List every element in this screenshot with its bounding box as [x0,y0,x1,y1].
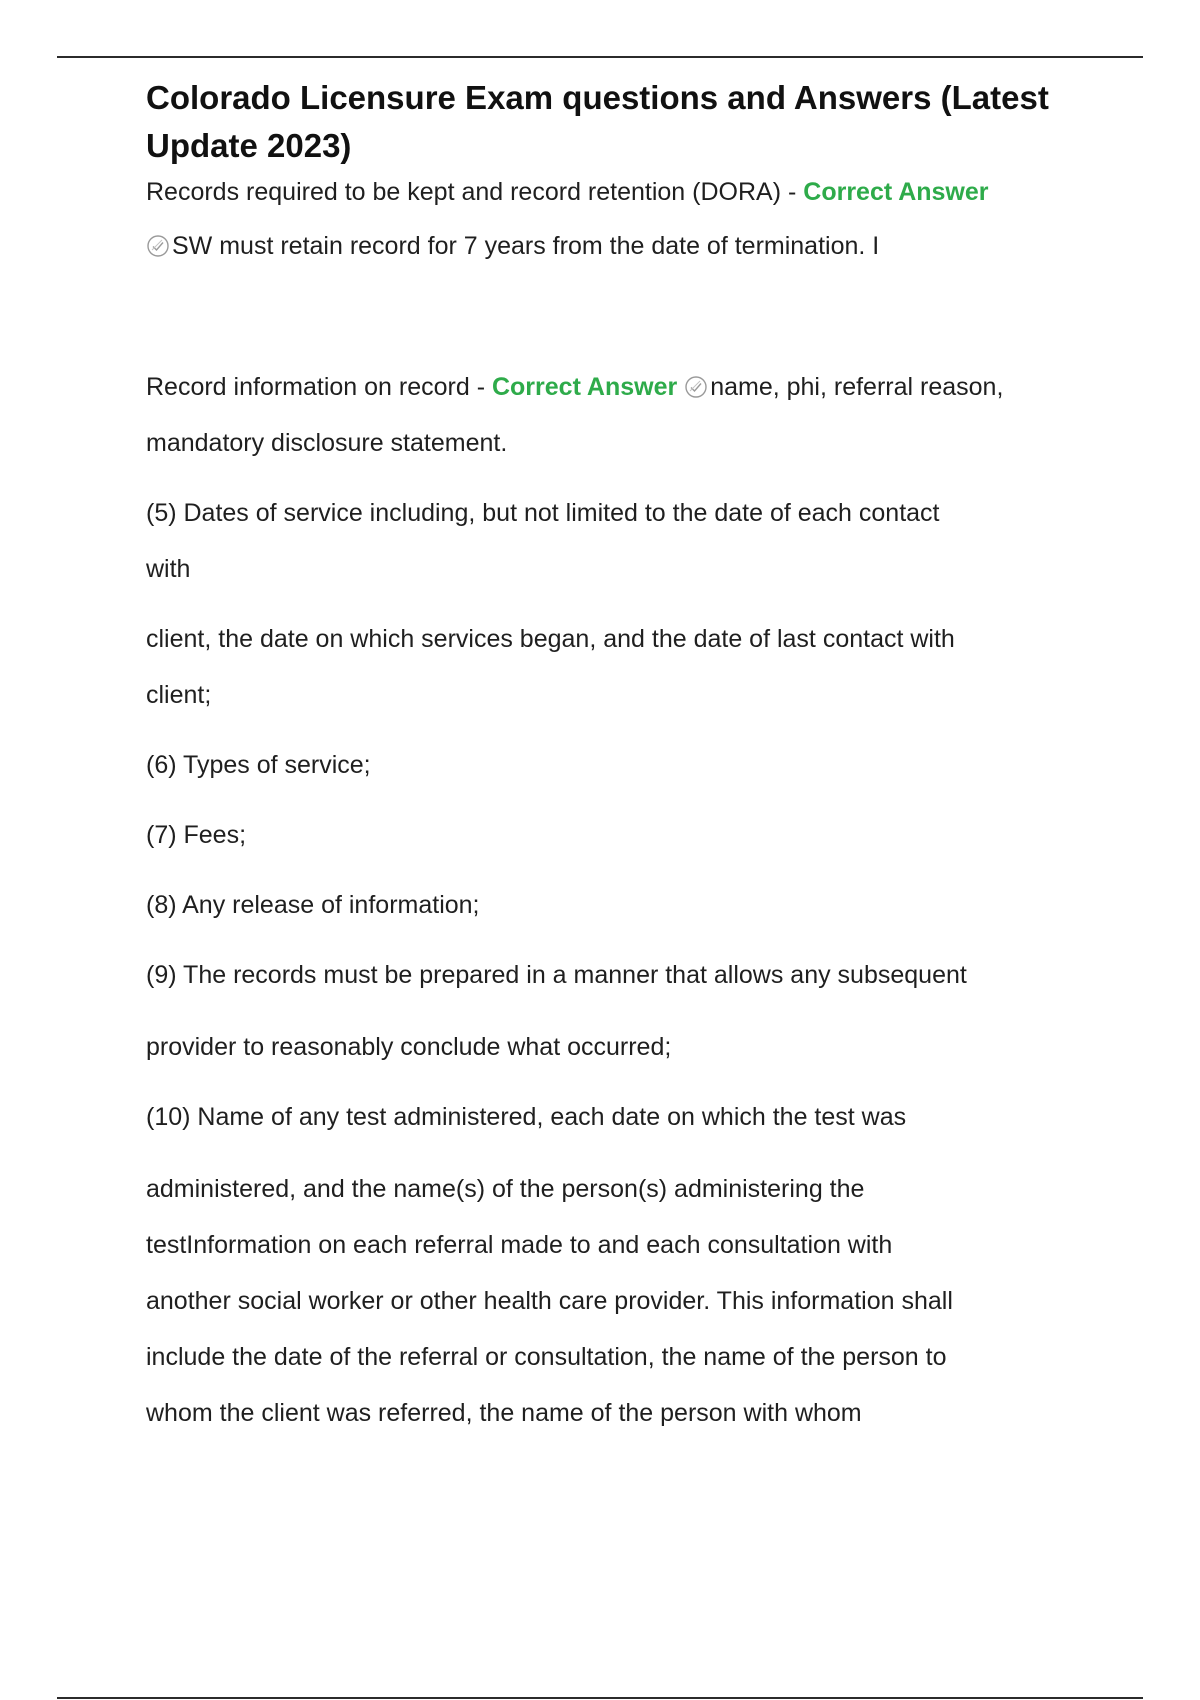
answer-text: name, phi, referral reason, [710,373,1004,401]
paragraph-line: provider to reasonably conclude what occurred; [146,1033,672,1061]
paragraph-line: client; [146,681,212,709]
paragraph-line: (7) Fees; [146,821,247,849]
paragraph-line: with [146,555,191,583]
paragraph-line: whom the client was referred, the name of the person with whom [146,1399,862,1427]
paragraph-line: another social worker or other health care provider. This information shall [146,1287,953,1315]
paragraph-line: administered, and the name(s) of the person(s) administering the [146,1175,865,1203]
paragraph-line: testInformation on each referral made to and each consultation with [146,1231,893,1259]
title-line-1: Colorado Licensure Exam questions and Answers (Latest [146,79,1049,116]
paragraph-line: (5) Dates of service including, but not limited to the date of each contact [146,499,940,527]
title-line-2: Update 2023) [146,127,352,164]
paragraph-line: include the date of the referral or consultation, the name of the person to [146,1343,947,1371]
document-body [146,74,1106,1441]
question-records-required [146,170,1106,214]
document-title [146,74,1106,170]
bottom-rule [57,1697,1143,1699]
top-rule [57,56,1143,58]
answer-text: SW must retain record for 7 years from the date of termination. I [172,232,880,260]
paragraph-line: client, the date on which services began, and the date of last contact with [146,625,955,653]
check-circle-icon [684,375,708,399]
correct-answer-label: Correct Answer [803,178,989,206]
answer-records-required [146,218,1106,274]
question-text: Records required to be kept and record retention (DORA) - [146,178,804,206]
paragraph-line: (8) Any release of information; [146,891,480,919]
paragraph-line: (6) Types of service; [146,751,371,779]
paragraph-line: (9) The records must be prepared in a manner that allows any subsequent [146,961,967,989]
correct-answer-label: Correct Answer [491,373,678,401]
paragraph-line: (10) Name of any test administered, each date on which the test was [146,1103,907,1131]
answer-continuation: mandatory disclosure statement. [146,429,508,457]
question-record-information [146,359,1106,415]
question-text: Record information on record - [146,373,492,401]
check-circle-icon [146,234,170,258]
